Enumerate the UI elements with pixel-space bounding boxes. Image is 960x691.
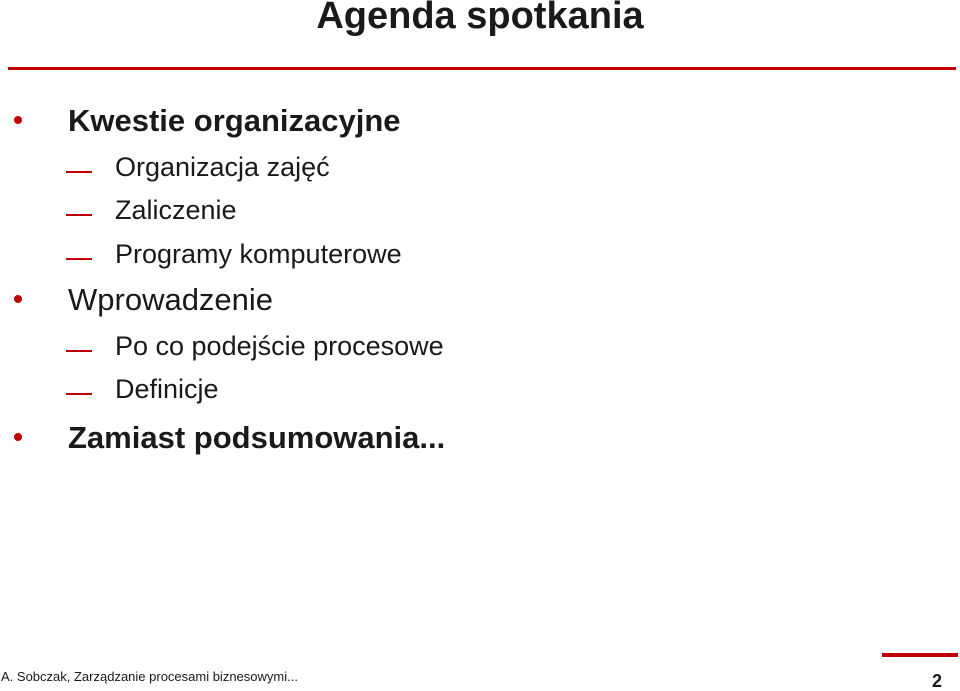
footer-author-course: A. Sobczak, Zarządzanie procesami biznesowymi... <box>1 669 298 684</box>
dash-icon <box>66 258 92 260</box>
agenda-item-kwestie-organizacyjne: Kwestie organizacyjne <box>68 103 401 138</box>
agenda-item-zamiast-podsumowania: Zamiast podsumowania... <box>68 420 446 455</box>
agenda-subitem-programy-komputerowe: Programy komputerowe <box>115 239 402 269</box>
page-number: 2 <box>932 671 943 691</box>
dash-icon <box>66 214 92 216</box>
bullet-dot-icon <box>14 295 22 303</box>
bullet-dot-icon <box>14 433 22 441</box>
dash-icon <box>66 171 92 173</box>
agenda-subitem-organizacja-zajec: Organizacja zajęć <box>115 152 330 182</box>
footer-accent-rule <box>882 653 958 657</box>
slide-title-text: Agenda spotkania <box>316 0 644 37</box>
dash-icon <box>66 393 92 395</box>
bullet-dot-icon <box>14 116 22 124</box>
agenda-subitem-definicje: Definicje <box>115 374 219 404</box>
agenda-subitem-po-co-podejscie-procesowe: Po co podejście procesowe <box>115 331 444 361</box>
dash-icon <box>66 350 92 352</box>
agenda-subitem-zaliczenie: Zaliczenie <box>115 195 237 225</box>
agenda-item-wprowadzenie: Wprowadzenie <box>68 282 274 317</box>
